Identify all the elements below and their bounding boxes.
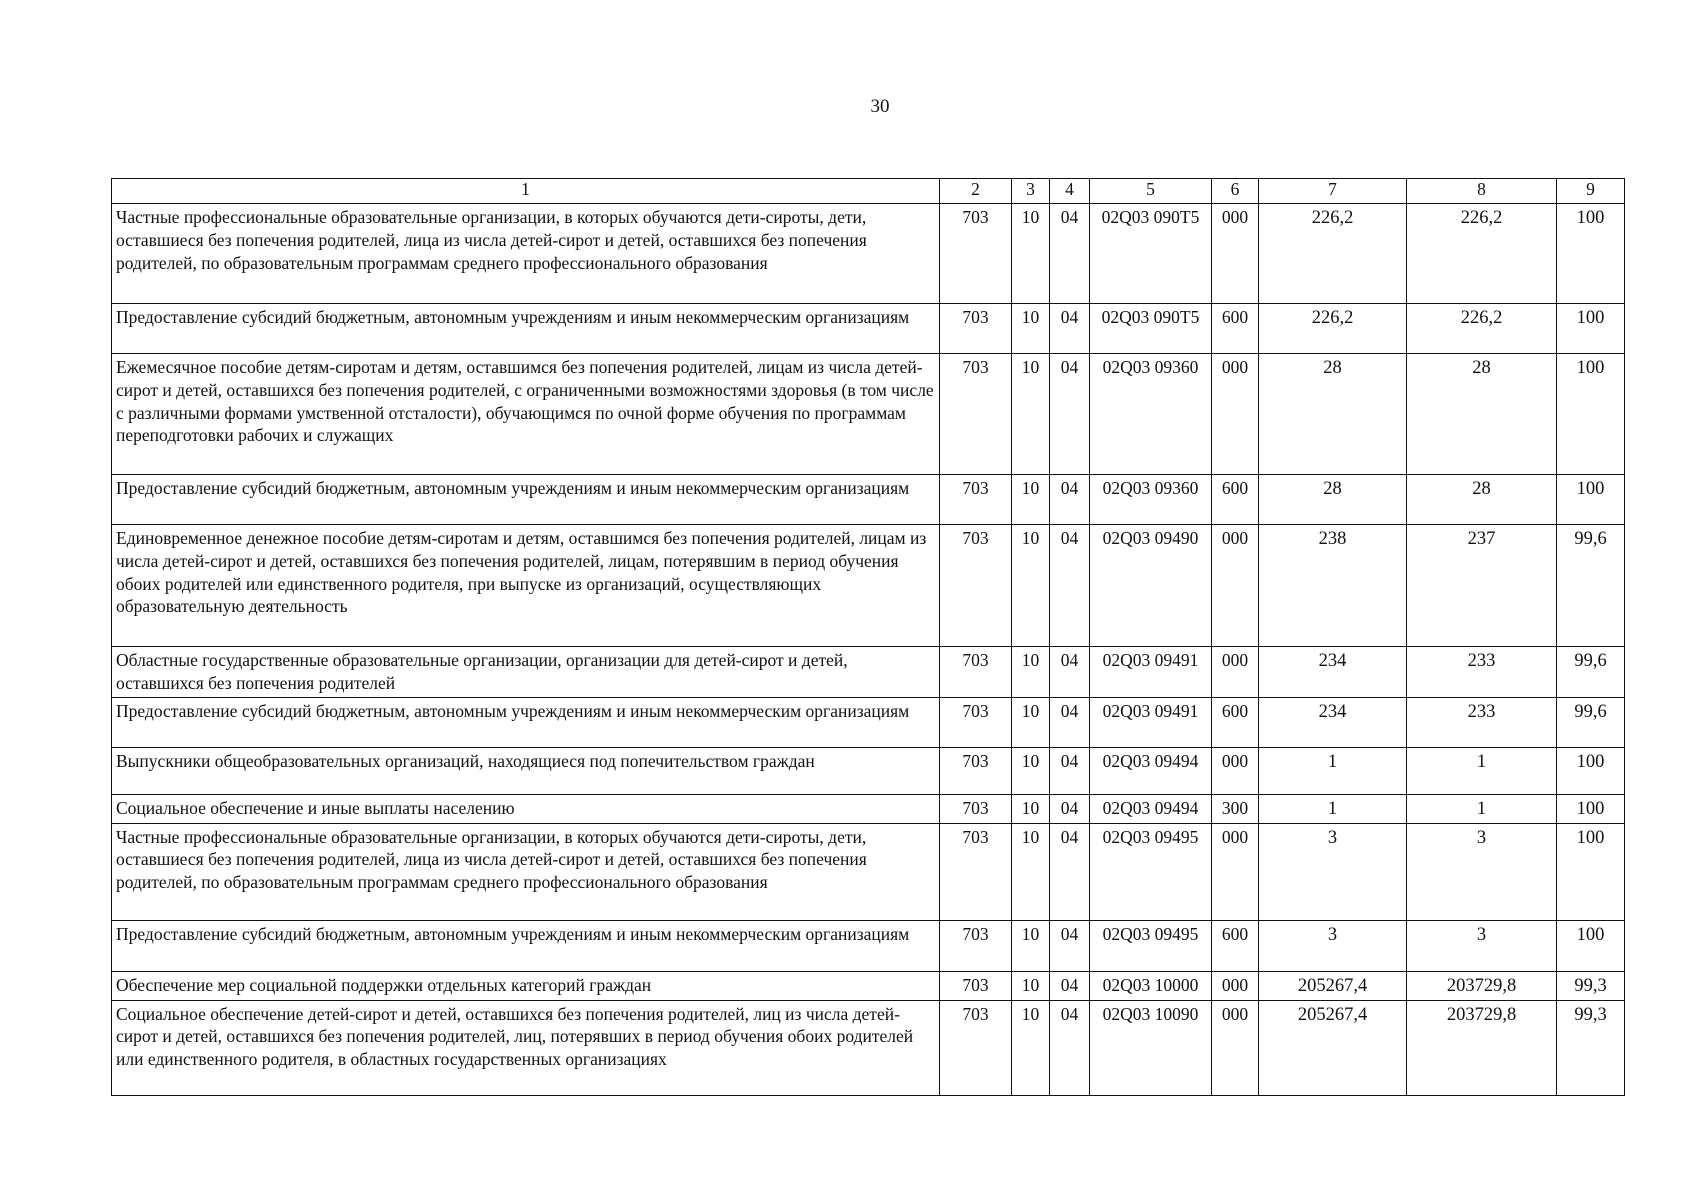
table-row [112,304,1625,354]
row-col-3: 10 [1012,920,1050,971]
row-col-7: 234 [1259,647,1407,698]
row-col-5: 02Q03 10090 [1090,1000,1212,1095]
row-name: Социальное обеспечение детей-сирот и детей, оставшихся без попечения родителей, лиц из числа детей-сирот и детей, оставшихся без попечения родителей, лиц, потерявших в период обучения обоих родителей или единственного родителя, в областных государственных организациях [112,1000,940,1095]
table-row [112,920,1625,971]
row-col-5: 02Q03 09495 [1090,920,1212,971]
row-col-2: 703 [940,1000,1012,1095]
row-col-6: 300 [1212,794,1259,823]
header-col-5: 5 [1090,179,1212,204]
row-col-5: 02Q03 09491 [1090,647,1212,698]
row-col-7: 1 [1259,747,1407,794]
row-col-9: 100 [1557,794,1625,823]
row-col-4: 04 [1050,304,1090,354]
row-col-5: 02Q03 090T5 [1090,304,1212,354]
header-col-6: 6 [1212,179,1259,204]
row-col-2: 703 [940,525,1012,647]
row-col-8: 226,2 [1407,204,1557,304]
row-col-3: 10 [1012,747,1050,794]
row-col-3: 10 [1012,647,1050,698]
row-col-9: 99,3 [1557,971,1625,1000]
row-col-6: 000 [1212,525,1259,647]
row-col-3: 10 [1012,1000,1050,1095]
table-row [112,204,1625,304]
row-name: Предоставление субсидий бюджетным, автономным учреждениям и иным некоммерческим организациям [112,304,940,354]
row-col-5: 02Q03 09360 [1090,475,1212,525]
row-col-3: 10 [1012,697,1050,747]
row-col-9: 100 [1557,204,1625,304]
row-col-8: 233 [1407,647,1557,698]
row-col-2: 703 [940,697,1012,747]
row-col-9: 100 [1557,354,1625,475]
row-col-7: 205267,4 [1259,1000,1407,1095]
row-col-7: 3 [1259,823,1407,920]
row-col-3: 10 [1012,204,1050,304]
row-col-8: 3 [1407,920,1557,971]
row-col-4: 04 [1050,1000,1090,1095]
row-col-4: 04 [1050,971,1090,1000]
row-name: Социальное обеспечение и иные выплаты населению [112,794,940,823]
row-col-4: 04 [1050,354,1090,475]
row-col-9: 99,6 [1557,525,1625,647]
row-col-2: 703 [940,204,1012,304]
row-col-3: 10 [1012,354,1050,475]
row-col-4: 04 [1050,204,1090,304]
row-col-3: 10 [1012,475,1050,525]
row-col-3: 10 [1012,971,1050,1000]
header-col-3: 3 [1012,179,1050,204]
row-col-4: 04 [1050,920,1090,971]
row-name: Предоставление субсидий бюджетным, автономным учреждениям и иным некоммерческим организациям [112,475,940,525]
row-col-8: 28 [1407,475,1557,525]
row-name: Частные профессиональные образовательные организации, в которых обучаются дети-сироты, дети, оставшиеся без попечения родителей, лица из числа детей-сирот и детей, оставшихся без попечения родителей, по образовательным программам среднего профессионального образования [112,204,940,304]
page-number: 30 [870,96,890,117]
table-row [112,354,1625,475]
row-col-8: 1 [1407,794,1557,823]
row-col-4: 04 [1050,697,1090,747]
row-col-7: 28 [1259,354,1407,475]
row-col-9: 100 [1557,747,1625,794]
row-col-2: 703 [940,647,1012,698]
row-col-7: 1 [1259,794,1407,823]
header-col-8: 8 [1407,179,1557,204]
row-col-9: 99,6 [1557,647,1625,698]
row-col-2: 703 [940,747,1012,794]
row-col-6: 000 [1212,823,1259,920]
table-row [112,647,1625,698]
row-name: Выпускники общеобразовательных организаций, находящиеся под попечительством граждан [112,747,940,794]
row-col-4: 04 [1050,647,1090,698]
row-col-4: 04 [1050,475,1090,525]
table-row [112,823,1625,920]
row-col-6: 000 [1212,971,1259,1000]
row-col-7: 226,2 [1259,204,1407,304]
table-row [112,1000,1625,1095]
header-col-2: 2 [940,179,1012,204]
table-row [112,475,1625,525]
row-col-3: 10 [1012,794,1050,823]
row-col-6: 600 [1212,920,1259,971]
row-col-2: 703 [940,971,1012,1000]
row-col-3: 10 [1012,823,1050,920]
row-col-2: 703 [940,823,1012,920]
row-col-6: 600 [1212,475,1259,525]
row-col-5: 02Q03 09495 [1090,823,1212,920]
row-col-5: 02Q03 09490 [1090,525,1212,647]
header-col-4: 4 [1050,179,1090,204]
row-col-4: 04 [1050,525,1090,647]
row-col-8: 3 [1407,823,1557,920]
row-col-7: 3 [1259,920,1407,971]
row-col-5: 02Q03 09494 [1090,747,1212,794]
row-col-8: 1 [1407,747,1557,794]
row-col-9: 99,6 [1557,697,1625,747]
row-col-4: 04 [1050,823,1090,920]
row-col-5: 02Q03 10000 [1090,971,1212,1000]
table-row [112,525,1625,647]
table-row [112,697,1625,747]
header-row [112,179,1625,204]
table-row [112,971,1625,1000]
row-col-7: 205267,4 [1259,971,1407,1000]
row-col-5: 02Q03 09360 [1090,354,1212,475]
row-col-9: 100 [1557,304,1625,354]
row-col-3: 10 [1012,525,1050,647]
row-col-8: 226,2 [1407,304,1557,354]
row-col-2: 703 [940,475,1012,525]
row-name: Частные профессиональные образовательные организации, в которых обучаются дети-сироты, дети, оставшиеся без попечения родителей, лица из числа детей-сирот и детей, оставшихся без попечения родителей, по образовательным программам среднего профессионального образования [112,823,940,920]
row-col-7: 238 [1259,525,1407,647]
row-col-3: 10 [1012,304,1050,354]
header-col-7: 7 [1259,179,1407,204]
row-name: Обеспечение мер социальной поддержки отдельных категорий граждан [112,971,940,1000]
row-name: Предоставление субсидий бюджетным, автономным учреждениям и иным некоммерческим организациям [112,920,940,971]
row-col-4: 04 [1050,794,1090,823]
row-col-7: 226,2 [1259,304,1407,354]
row-col-5: 02Q03 09494 [1090,794,1212,823]
row-col-8: 237 [1407,525,1557,647]
row-col-5: 02Q03 090T5 [1090,204,1212,304]
row-col-9: 100 [1557,920,1625,971]
row-col-6: 000 [1212,647,1259,698]
budget-table [111,178,1625,1096]
row-col-8: 28 [1407,354,1557,475]
row-name: Единовременное денежное пособие детям-сиротам и детям, оставшимся без попечения родителей, лицам из числа детей-сирот и детей, оставшихся без попечения родителей, лицам, потерявшим в период обучения обоих родителей или единственного родителя, при выпуске из организаций, осуществляющих образовательную деятельность [112,525,940,647]
row-col-6: 000 [1212,747,1259,794]
row-col-2: 703 [940,354,1012,475]
row-name: Ежемесячное пособие детям-сиротам и детям, оставшимся без попечения родителей, лицам из числа детей-сирот и детей, оставшихся без попечения родителей, с ограниченными возможностями здоровья (в том числе с различными формами умственной отсталости), обучающимся по очной форме обучения по программам переподготовки рабочих и служащих [112,354,940,475]
row-col-8: 203729,8 [1407,971,1557,1000]
table-row [112,747,1625,794]
row-name: Областные государственные образовательные организации, организации для детей-сирот и детей, оставшихся без попечения родителей [112,647,940,698]
row-name: Предоставление субсидий бюджетным, автономным учреждениям и иным некоммерческим организациям [112,697,940,747]
row-col-4: 04 [1050,747,1090,794]
row-col-9: 100 [1557,475,1625,525]
row-col-9: 99,3 [1557,1000,1625,1095]
row-col-8: 203729,8 [1407,1000,1557,1095]
row-col-2: 703 [940,920,1012,971]
row-col-2: 703 [940,304,1012,354]
row-col-2: 703 [940,794,1012,823]
table-row [112,794,1625,823]
row-col-6: 000 [1212,1000,1259,1095]
row-col-6: 000 [1212,204,1259,304]
row-col-8: 233 [1407,697,1557,747]
row-col-6: 000 [1212,354,1259,475]
row-col-5: 02Q03 09491 [1090,697,1212,747]
row-col-7: 234 [1259,697,1407,747]
header-col-9: 9 [1557,179,1625,204]
row-col-6: 600 [1212,304,1259,354]
header-col-1: 1 [112,179,940,204]
row-col-7: 28 [1259,475,1407,525]
row-col-6: 600 [1212,697,1259,747]
row-col-9: 100 [1557,823,1625,920]
